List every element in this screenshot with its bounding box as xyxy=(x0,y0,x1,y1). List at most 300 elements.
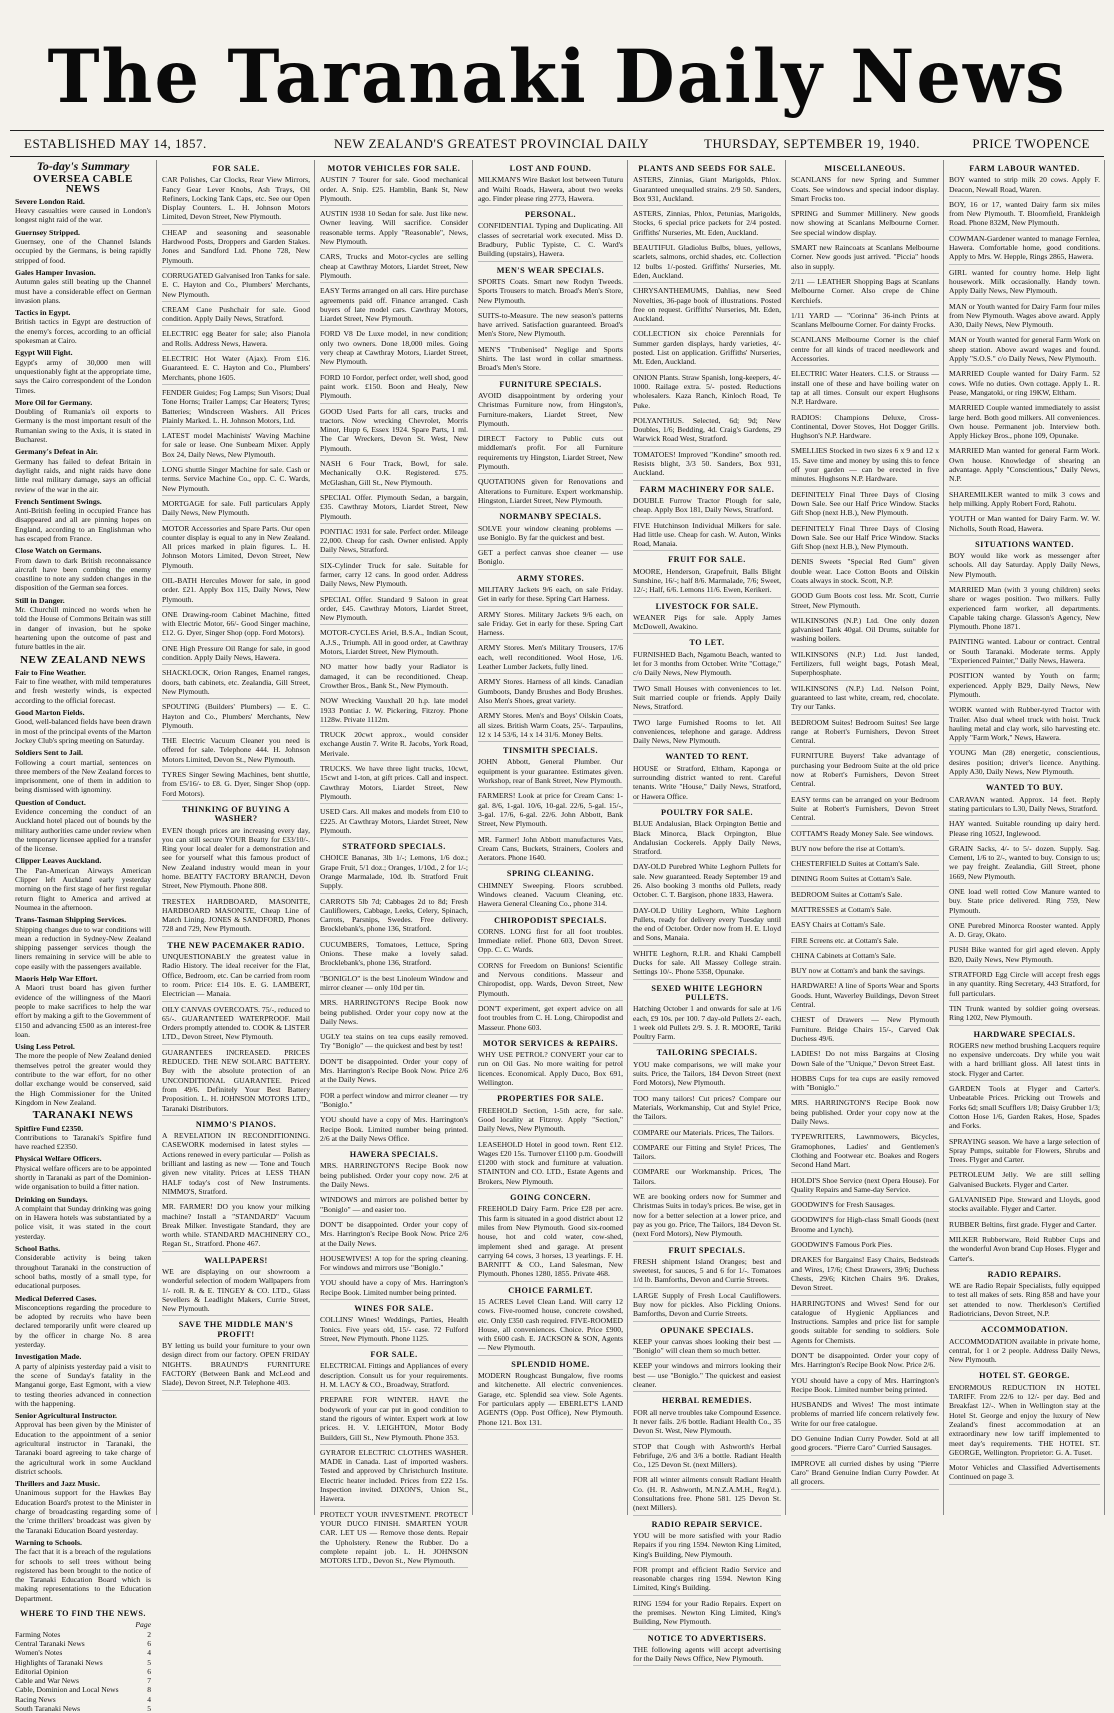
classified-ad xyxy=(320,1510,468,1569)
classified-ad xyxy=(949,514,1100,536)
ad-text: ONE High Pressure Oil Range for sale, in good condition. Apply Daily News, Hawera. xyxy=(162,643,310,663)
classified-ad xyxy=(949,637,1100,668)
classified-ad xyxy=(162,1048,310,1116)
classified-ad xyxy=(791,1200,939,1212)
classified-ad xyxy=(162,668,310,699)
classified-ad xyxy=(162,1267,310,1316)
classified-ad xyxy=(478,1004,623,1035)
ad-text: UGLY tea stains on tea cups easily removed. Try "Boniglo" — the quickest and best by test! xyxy=(320,1032,468,1051)
ad-text: FOR all winter ailments consult Radiant Health Co. (H. R. Ashworth, M.N.Z.A.M.H., Reg'd.). Consultations free. Phone 581. 125 Devon St. (next Millers). xyxy=(633,1475,781,1513)
classified-ad xyxy=(633,906,781,946)
section-heading: HOTEL ST. GEORGE. xyxy=(979,1371,1070,1381)
ad-text: NO matter how badly your Radiator is damaged, it can be reconditioned. Cheap. Crowther Bros., Bank St., New Plymouth. xyxy=(320,662,468,690)
ad-text: BEDROOM Suites at Cottam's Sale. xyxy=(791,889,903,899)
oversea-section-heading: OVERSEA CABLE NEWS xyxy=(33,173,133,195)
classified-ad xyxy=(949,1041,1100,1081)
classified-ad xyxy=(791,446,939,486)
ad-text: PAINTING wanted. Labour or contract. Central or South Taranaki. Moderate terms. Apply "Experienced Painter," Daily News, Hawera. xyxy=(949,637,1100,666)
taranaki-section-heading: TARANAKI NEWS xyxy=(32,1109,134,1122)
classified-ad xyxy=(478,757,623,788)
ad-text: YOU should have a copy of Mrs. Harrington's Recipe Book. Limited number being printed. xyxy=(791,1375,939,1394)
classified-ad xyxy=(791,1299,939,1348)
ad-text: BOY, 16 or 17, wanted Dairy farm six miles from New Plymouth. T. Bloomfield, Frankleigh Road. Phone 832M, New Plymouth. xyxy=(949,199,1100,228)
classified-ad xyxy=(162,576,310,607)
section-heading: NOTICE TO ADVERTISERS. xyxy=(647,1633,767,1643)
ad-text: HUSBANDS and Wives! The most intimate problems of married life concern relatively few. Write for our free catalogue. xyxy=(791,1400,939,1428)
ad-text: ARMY Stores. Harness of all kinds. Canadian Gumboots, Dandy Brushes and Body Brushes. Also Men's Shoes, great variety. xyxy=(478,677,623,705)
ad-text: YOU should have a copy of Mrs. Harrington's Recipe Book. Limited number being printed. 2/6 at the Daily News Office. xyxy=(320,1115,468,1143)
ad-text: POLYANTHUS. Selected, 6d; 9d; New Doubles, 1/6; Bedding, 4d. Craig's Gardens, 29 Warwick Road West, Stratford. xyxy=(633,415,781,444)
classified-ad xyxy=(949,1235,1100,1266)
summary-item-text: A party of alpinists yesterday paid a visit to the scene of Sunday's fatality in the Manganui gorge, East Egmont, with a view to testing theories advanced in connection with the happening. xyxy=(15,1361,151,1408)
ad-text: SIX-Cylinder Truck for sale. Suitable for farmer, carry 12 cans. In good order. Address Daily News, New Plymouth. xyxy=(320,560,468,589)
summary-item-text: The fact that it is a breach of the regulations for schools to sell trees without being registered has been brought to the notice of the Taranaki Education Board which is making representations to the Education Department. xyxy=(15,1547,151,1603)
classified-ad xyxy=(791,1400,939,1431)
classified-ad xyxy=(478,643,623,674)
index-name: South Taranaki News xyxy=(15,1704,81,1713)
classified-ad xyxy=(633,450,781,481)
classified-ad xyxy=(633,567,781,598)
classified-ad xyxy=(633,1257,781,1288)
classified-ad xyxy=(949,200,1100,231)
ad-text: CHRYSANTHEMUMS, Dahlias, new Seed Novelties, 36-page book of illustrations. Posted free on request. Griffiths' Nurseries, Mt. Eden, Auckland. xyxy=(633,286,781,324)
classified-ad xyxy=(162,1131,310,1199)
ad-text: CHEST of Drawers — New Plymouth Furniture. Bridge Chairs 15/-, Carved Oak Duchess 49/6. xyxy=(791,1015,939,1043)
classified-ad xyxy=(162,465,310,496)
summary-item-heading: Drinking on Sundays. xyxy=(15,1194,88,1204)
classified-ad xyxy=(478,585,623,607)
ad-text: A REVELATION IN RECONDITIONING. CASEWORK modernised in latest styles — Actions renewed in every particular — Polish as brilliant and lasting as new — Tone and Touch given new vitality. Prices at LESS THAN HALF today's cost of New Instruments. NIMMO'S, Stratford. xyxy=(162,1131,310,1196)
ad-text: CUCUMBERS, Tomatoes, Lettuce, Spring Onions. These make a lovely salad. Brocklebank's, phone 136, Stratford. xyxy=(320,939,468,968)
summary-item-heading: Trans-Tasman Shipping Services. xyxy=(15,915,127,925)
classified-ad xyxy=(162,736,310,767)
summary-item-text: Contributions to Taranaki's Spitfire fund have reached £2350. xyxy=(15,1132,151,1152)
classified-ad xyxy=(633,1060,781,1091)
classified-ad xyxy=(949,1337,1100,1368)
classified-ad xyxy=(633,1094,781,1125)
ad-text: WE are booking orders now for Summer and Christmas Suits in today's prices. Be wise, get in now for a better selection at a lower price, and pay as you go. Price, The Tailors, 184 Devon St. (next Ford Motors), New Plymouth. xyxy=(633,1192,781,1239)
ad-text: PUSH Bike wanted for girl aged eleven. Apply B20, Daily News, New Plymouth. xyxy=(949,945,1100,964)
section-heading: SITUATIONS WANTED. xyxy=(975,539,1074,549)
classified-ad xyxy=(162,499,310,521)
classified-ad xyxy=(791,1240,939,1252)
section-heading: SPLENDID HOME. xyxy=(511,1359,590,1369)
classified-ad xyxy=(320,1395,468,1444)
section-heading: PLANTS AND SEEDS FOR SALE. xyxy=(638,164,776,173)
summary-item-heading: Senior Agricultural Instructor. xyxy=(15,1411,118,1421)
ad-text: MILITARY Jackets 9/6 each, on sale Friday. Get in early for these. Spring Cart Harness. xyxy=(478,584,623,604)
ad-text: Motor Vehicles and Classified Advertisements Continued on page 3. xyxy=(949,1463,1100,1482)
classified-ad xyxy=(633,1337,781,1359)
ad-text: LEASEHOLD Hotel in good town. Rent £12. Wages £20 15s. Turnover £1100 p.m. Goodwill £1200 with stock and furniture at valuation. STAINTON and CO. LTD., Estate Agents and Brokers, New Plymouth. xyxy=(478,1139,623,1186)
ad-text: DOUBLE Furrow Tractor Plough for sale, cheap. Apply Box 181, Daily News, Stratford. xyxy=(633,495,781,515)
ad-text: TRUCKS. We have three light trucks, 10cwt, 15cwt and 1-ton, at gift prices. Call and inspect. Cawthray Motors, Liardet Street, New Plymouth. xyxy=(320,764,468,801)
ad-text: DRAKES for Bargains! Easy Chairs, Bedsteads and Wires, 17/6; Chest Drawers, 39/6; Duchess Chests, 29/6; Kitchen Chairs 9/6. Drakes, Devon Street. xyxy=(791,1255,939,1293)
masthead-rule-bottom xyxy=(10,156,1104,157)
ad-text: YOU should have a copy of Mrs. Harrington's Recipe Book. Limited number being printed. xyxy=(320,1278,468,1297)
ad-text: MARRIED Man wanted for general Farm Work. Own house. Knowledge of shearing an advantage. Apply "Conscientious," Daily News, N.P. xyxy=(949,446,1100,484)
oversea-news-list xyxy=(15,197,151,652)
ad-column-2 xyxy=(314,160,473,1566)
classified-ad xyxy=(633,1128,781,1140)
ad-text: DENIS Sweets "Special Red Gum" given double wear. Lace Cotton Boots and Oilskin Coats always in stock. Scott, N.P. xyxy=(791,557,939,585)
ad-text: COMPARE our Workmanship. Prices, The Tailors. xyxy=(633,1167,781,1186)
index-page: 7 xyxy=(147,1676,151,1686)
classified-ad xyxy=(633,1167,781,1189)
ad-text: CORNS. LONG first for all foot troubles. Immediate relief. Phone 603, Devon Street. Opp. C. C. Wards. xyxy=(478,926,623,955)
classified-ad xyxy=(478,345,623,376)
classified-ad xyxy=(791,1255,939,1295)
taranaki-news-list xyxy=(15,1124,151,1604)
classified-ad xyxy=(791,859,939,871)
ad-text: ONE Drawing-room Cabinet Machine, fitted with Electric Motor, 66/- Good Singer machine, £12. G. Dyer, Singer Shop (opp. Ford Motors). xyxy=(162,609,310,638)
ad-text: ELECTRIC egg Beater for sale; also Pianola and Rolls. Address News, Hawera. xyxy=(162,329,310,348)
ad-text: FOR all nerve troubles take Compound Essence. It never fails. 2/6 bottle. Radiant Health Co., 35 Devon St. West, New Plymouth. xyxy=(633,1407,781,1436)
classified-ad xyxy=(791,1132,939,1172)
summary-item-text: Doubling of Rumania's oil exports to Germany is the most important result of the Rumanian swing to the Axis, it is stated in Bucharest. xyxy=(15,407,151,445)
section-heading: WALLPAPERS! xyxy=(204,1255,268,1265)
classified-ad xyxy=(633,175,781,206)
classified-ad xyxy=(791,243,939,274)
ad-text: FORD 10 Fordor, perfect order, well shod, good paint work. £150. Boon and Healy, New Plymouth. xyxy=(320,372,468,401)
classified-ad xyxy=(478,1297,623,1356)
ad-text: SPRAYING season. We have a large selection of Spray Pumps, suitable for Flowers, Shrubs and Trees. Flyger and Carter. xyxy=(949,1136,1100,1165)
ad-text: COLLECTION six choice Perennials for Summer garden displays, hardy varieties, 4/- posted. List on application. Griffiths' Nurseries, Mt. Eden, Auckland. xyxy=(633,329,781,367)
section-heading: FOR SALE. xyxy=(212,164,260,173)
section-heading: FARM LABOUR WANTED. xyxy=(969,164,1080,173)
summary-item-heading: Thrillers and Jazz Music. xyxy=(15,1479,100,1489)
index-page: 4 xyxy=(147,1694,151,1704)
classified-ad xyxy=(320,209,468,249)
ad-text: SCANLANS for new Spring and Summer Coats. See windows and special indoor display. Smart Frocks too. xyxy=(791,175,939,203)
ad-text: CHESTERFIELD Suites at Cottam's Sale. xyxy=(791,859,920,869)
ad-text: FORD V8 De Luxe model, in new condition; only two owners. Done 18,000 miles. Going very cheap at Cawthray Motors, Liardet Street, New Plymouth. xyxy=(320,329,468,367)
ad-text: SMELLIES Stocked in two sizes 6 x 9 and 12 x 15. Save time and money by using this to fence off your garden — can be erected in five minutes. Hughsons N.P. Hardware. xyxy=(791,446,939,484)
classified-ad xyxy=(949,1195,1100,1217)
index-page: 5 xyxy=(147,1657,151,1667)
classified-ad xyxy=(949,795,1100,817)
ad-text: SPRING and Summer Millinery. New goods now showing at Scanlans Melbourne Corner. See special window display. xyxy=(791,209,939,237)
summary-item-heading: Egypt Will Fight. xyxy=(15,348,73,358)
ad-text: DAY-OLD Utility Leghorn, White Leghorn Pullets, ready for delivery every Tuesday until the end of October. Order now from H. E. Lloyd and Sons, Manaia. xyxy=(633,905,781,943)
section-heading: WANTED TO BUY. xyxy=(985,783,1064,793)
ad-text: LADIES! Do not miss Bargains at Closing Down Sale of the "Unique," Devon Street East. xyxy=(791,1049,939,1068)
ad-text: SPECIAL Offer. Standard 9 Saloon in great order, £45. Cawthray Motors, Liardet Street, New Plymouth. xyxy=(320,594,468,623)
classified-ad xyxy=(633,1192,781,1241)
classified-ad xyxy=(162,644,310,666)
ad-text: TOO many tailors! Cut prices? Compare our Materials, Workmanship, Cut and Style! Price, the Tailors. xyxy=(633,1093,781,1122)
classified-ad xyxy=(791,1074,939,1096)
ad-text: MRS. HARRINGTON'S Recipe Book now being published. Order your copy now at the Daily News. xyxy=(791,1098,939,1127)
ad-text: WILKINSONS (N.P.) Ltd. Just landed, Fertilizers, full weight bags, Potash Meal, Superphosphate. xyxy=(791,649,939,678)
classified-ad xyxy=(633,650,781,681)
summary-item-heading: Fair to Fine Weather. xyxy=(15,667,86,677)
classified-ad xyxy=(633,819,781,859)
section-heading: GOING CONCERN. xyxy=(510,1193,591,1203)
ad-text: PREPARE FOR WINTER. HAVE the bodywork of your car put in good condition to stand the rigours of winter. Expert work at low prices. H. V. LEIGHTON, Motor Body Builders, Gill St., New Plymouth. Phone 353. xyxy=(320,1395,468,1442)
classified-ad xyxy=(791,1434,939,1456)
index-name: Racing News xyxy=(15,1694,56,1704)
classified-ad xyxy=(633,1408,781,1439)
ad-text: GOOD Gum Boots cost less. Mr. Scott, Currie Street, New Plymouth. xyxy=(791,591,939,610)
summary-item-heading: School Baths. xyxy=(15,1244,61,1254)
classified-ad xyxy=(791,951,939,963)
classified-ad xyxy=(162,175,310,224)
index-page: 5 xyxy=(147,1704,151,1713)
section-heading: HARDWARE SPECIALS. xyxy=(973,1029,1076,1039)
section-heading: TINSMITH SPECIALS. xyxy=(503,746,598,756)
ad-text: SCANLANS Melbourne Corner is the chief centre for all kinds of traced needlework and Accessories. xyxy=(791,335,939,364)
ad-text: DAY-OLD Purebred White Leghorn Pullets for sale. New guaranteed. Ready September 19 and 26. Also booking 3 months old Pullets, ready October. C. T. Bargison, phone 1833, Hawera. xyxy=(633,862,781,900)
classified-ad xyxy=(320,527,468,558)
ad-text: SMART new Raincoats at Scanlans Melbourne Corner. New goods just arrived. "Piccia" hoods also in supply. xyxy=(791,243,939,271)
classified-ad xyxy=(633,684,781,715)
classified-ad xyxy=(162,271,310,302)
classified-ad xyxy=(478,524,623,546)
ad-text: SPECIAL Offer. Plymouth Sedan, a bargain, £35. Cawthray Motors, Liardet Street, New Plymouth. xyxy=(320,492,468,521)
classified-ad xyxy=(162,826,310,894)
classified-ad xyxy=(320,1195,468,1217)
section-heading: THINKING OF BUYING A WASHER? xyxy=(181,804,291,824)
summary-item-text: Egypt's army of 30,000 men will unquestionably fight at the appropriate time, says the Cairo correspondent of the London Times. xyxy=(15,357,151,395)
ad-text: MAN or Youth wanted for Dairy Farm four miles from New Plymouth. Wages above award. Apply A30, Daily News, New Plymouth. xyxy=(949,301,1100,330)
ad-text: COMPARE our Materials. Prices, The Tailors. xyxy=(633,1127,775,1137)
section-heading: HAWERA SPECIALS. xyxy=(349,1150,439,1160)
classified-ad xyxy=(320,286,468,326)
classified-ad xyxy=(478,477,623,508)
ad-text: DO Genuine Indian Curry Powder. Sold at all good grocers. "Pierre Caro" Curried Sausages. xyxy=(791,1434,939,1453)
summary-item-text: Approval has been given by the Minister of Education to the appointment of a senior agricultural instructor in Taranaki, the Taranaki board agreeing to take charge of the agricultural work in some Auckland district schools. xyxy=(15,1420,151,1476)
established-text: ESTABLISHED MAY 14, 1857. xyxy=(24,136,207,151)
ad-text: FRESH shipment Island Oranges; best and sweetest, for sauces, 5 and 6 for 1/-. Tomatoes 1/d lb. Bamforths, Devon and Currie Streets. xyxy=(633,1256,781,1285)
ad-text: HARDWARE! A line of Sports Wear and Sports Goods. Hunt, Waverley Buildings, Devon Street Central. xyxy=(791,981,939,1010)
summary-item-heading: Question of Conduct. xyxy=(15,797,86,807)
ad-text: HOBBS Cups for tea cups are easily removed with "Boniglo." xyxy=(791,1073,939,1093)
ad-text: EVEN though prices are increasing every day, you can still secure YOUR Beatty for £33/10/-. Ring your local dealer for a demonstration and see for yourself what this famous product of New Zealand industry would mean in your home. BEATTY FACTORY BRANCH, Devon Street, New Plymouth. Phone 808. xyxy=(162,825,310,891)
section-heading: PERSONAL. xyxy=(524,210,577,220)
ad-text: CORNS for Freedom on Bunions! Scientific and Nervous conditions. Masseur and Chiropodist, opp. Wards, Devon Street, New Plymouth. xyxy=(478,960,623,998)
classified-ad xyxy=(633,521,781,552)
ad-text: DON'T be disappointed. Order your copy of Mrs. Harrington's Recipe Book Now. Price 2/6 at the Daily News. xyxy=(320,1056,468,1085)
classified-ad xyxy=(791,1351,939,1373)
classified-ad xyxy=(949,671,1100,702)
classified-ad xyxy=(478,835,623,866)
ad-text: YOUTH or Man wanted for Dairy Farm. W. W. Nicholls, South Road, Hawera. xyxy=(949,514,1100,533)
ad-text: SHAREMILKER wanted to milk 3 cows and help milking. Apply Robert Ford, Rahotu. xyxy=(949,489,1100,508)
classified-ad xyxy=(478,1106,623,1137)
ad-text: DON'T experiment, get expert advice on all foot troubles from C. H. Long, Chiropodist and Masseur. Phone 603. xyxy=(478,1003,623,1032)
ad-text: ARMY Stores. Men's and Boys' Oilskin Coats, all sizes. British Warm Coats, 25/-. Tarpaulins, 12 x 14 53/6, 14 x 14 31/6. Money Belts. xyxy=(478,711,623,739)
index-name: Highlights of Taranaki News xyxy=(15,1657,103,1667)
classified-ad xyxy=(791,311,939,333)
section-heading: WANTED TO RENT. xyxy=(665,752,749,762)
classified-ad xyxy=(633,1475,781,1515)
classified-ad xyxy=(320,1315,468,1346)
ad-text: ARMY Stores. Military Jackets 9/6 each, on sale Friday. Get in early for these. Spring Cart Harness. xyxy=(478,609,623,638)
classified-ad xyxy=(320,1220,468,1251)
ad-text: AUSTIN 7 Tourer for sale. Good mechanical order. A. Snip. £25. Hamblin, Bank St, New Plymouth. xyxy=(320,175,468,203)
index-name: Cable and War News xyxy=(15,1676,79,1686)
classified-ad xyxy=(478,311,623,342)
classified-ad xyxy=(949,1220,1100,1232)
ad-text: FIRE Screens etc. at Cottam's Sale. xyxy=(791,935,899,945)
classified-ad xyxy=(162,329,310,351)
ad-text: SPORTS Coats. Smart new Rodyn Tweeds. Sports Trousers to match. Broad's Men's Store, New Plymouth. xyxy=(478,276,623,305)
ad-text: ROGERS new method brushing Lacquers require no expensive undercoats. Dry while you wait with a hard brilliant gloss. All latest tints in stock. Flyger and Carter. xyxy=(949,1040,1100,1078)
section-heading: PROPERTIES FOR SALE. xyxy=(497,1094,604,1104)
classified-ad xyxy=(162,228,310,268)
summary-item-text: Physical welfare officers are to be appointed shortly in Taranaki as part of the Dominion-wide organisation to build a fitter nation. xyxy=(15,1163,151,1192)
section-heading: TO LET. xyxy=(689,638,725,648)
classified-ad xyxy=(478,1204,623,1281)
ad-text: FENDER Guides; Fog Lamps; Sun Visors; Dual Tone Horns; Trailer Lamps; Car Heaters; Tyres; Batteries; Windscreen Washers. All Prices Plainly Marked. L. H. Johnson Motors, Ltd. xyxy=(162,387,310,425)
ad-column-1 xyxy=(156,160,315,1515)
ad-text: CREAM Cane Pushchair for sale. Good condition. Apply Daily News, Stratford. xyxy=(162,304,310,324)
ad-text: DEFINITELY Final Three Days of Closing Down Sale. See our Half Price Window. Stacks Gift Shop (next H.B.), New Plymouth. xyxy=(791,489,939,518)
summary-item-text: Germany has failed to defeat Britain in daylight raids, and night raids have done little real military damage, says an official review of the war in the air. xyxy=(15,456,151,494)
classified-ad xyxy=(791,277,939,308)
classified-ad xyxy=(949,819,1100,841)
ad-text: CHIMNEY Sweeping. Floors scrubbed. Windows cleaned. Vacuum Cleaning, etc. Hawera General Cleaning Co., phone 314. xyxy=(478,880,623,909)
ad-text: UNQUESTIONABLY the greatest value in Radio History. The ideal receiver for the Flat, Office, Bedroom, etc. Can be carried from room to room. Price: £14 10s. E. G. LAMBERT, Electrician — Manaia. xyxy=(162,952,310,999)
classified-ad xyxy=(320,1278,468,1300)
index-page: 8 xyxy=(147,1685,151,1695)
classified-ad xyxy=(478,791,623,831)
ad-text: POSITION wanted by Youth on farm; experienced. Apply B29, Daily News, New Plymouth. xyxy=(949,671,1100,699)
classified-ad xyxy=(949,887,1100,918)
ad-text: GOODWIN'S for High-class Small Goods (next Broome and Lynch). xyxy=(791,1215,939,1234)
classified-ad xyxy=(320,561,468,592)
classified-ad xyxy=(478,548,623,570)
motto-text: NEW ZEALAND'S GREATEST PROVINCIAL DAILY xyxy=(334,136,649,151)
ad-text: ONION Plants. Straw Spanish, long-keepers, 4/- 1000. Railage extra. 5/- posted. Reductions wholesalers. Kaza Ranch, Kinloch Road, Te Puke. xyxy=(633,372,781,410)
ad-text: FREEHOLD Section, 1-5th acre, for sale. Good locality at Fitzroy. Apply "Section," Daily News, New Plymouth. xyxy=(478,1105,623,1134)
classified-ad xyxy=(320,764,468,804)
summary-item-text: A complaint that Sunday drinking was going on in Hawera hotels was substantiated by a police visit, it was stated in the court yesterday. xyxy=(15,1203,151,1241)
ad-text: MOORE, Henderson, Grapefruit, Balls Blight Sunshine, 16/-; half 8/6. Marmalade, 7/6; Sweet, 12/-; Half, 6/6. Lemons 11/6. Ewen, Kerikeri. xyxy=(633,566,781,595)
ad-text: FIVE Hutchinson Individual Milkers for sale. Had little use. Cheap for cash. W. Auton, Winks Road, Manaia. xyxy=(633,520,781,549)
summary-item-heading: Spitfire Fund £2350. xyxy=(15,1123,84,1133)
ad-text: SPOUTING (Builders' Plumbers) — E. C. Hayton and Co., Plumbers' Merchants, New Plymouth. xyxy=(162,702,310,730)
section-heading: MEN'S WEAR SPECIALS. xyxy=(496,265,605,275)
summary-item-heading: Tactics in Egypt. xyxy=(15,308,71,318)
section-heading: NIMMO'S PIANOS. xyxy=(195,1119,277,1129)
summary-item-text: Following a court martial, sentences on three members of the New Zealand forces to imprisonment, one of them in addition to being dismissed with ignominy. xyxy=(15,757,151,795)
ad-column-6 xyxy=(943,160,1105,1515)
summary-item-text: Misconceptions regarding the procedure to be adopted by recruits who have been declared temporarily unfit were cleared up by the officer in charge No. 8 area yesterday. xyxy=(15,1302,151,1350)
ad-text: ELECTRICAL Fittings and Appliances of every description. Consult us for your requirements. H. M. LACY & CO., Broadway, Stratford. xyxy=(320,1361,468,1390)
classified-ad xyxy=(949,585,1100,634)
ad-text: DINING Room Suites at Cottam's Sale. xyxy=(791,874,912,884)
index-page: 6 xyxy=(147,1666,151,1676)
section-heading: HERBAL REMEDIES. xyxy=(662,1396,752,1406)
classified-ad xyxy=(478,175,623,206)
ad-text: TIN Trunk wanted by soldier going overseas. Ring 1202, New Plymouth. xyxy=(949,1003,1100,1023)
ad-text: WE are Radio Repair Specialists, fully equipped to test all makes of sets. Ring 858 and have your set attended to now. Therkleson's Certified Radiotricians, Devon Street, N.P. xyxy=(949,1281,1100,1318)
classified-ad xyxy=(320,175,468,206)
ad-text: HOUSEWIVES! A top for the spring cleaning. For windows and mirrors use "Boniglo." xyxy=(320,1253,468,1273)
classified-ad xyxy=(791,966,939,978)
ad-text: MARRIED Man (with 3 young children) seeks share or wages position. Two milkers. Fully experienced farm worker, all departments. Capable taking charge. Glasson's Agency, New Plymouth. Phone 1871. xyxy=(949,584,1100,632)
section-heading: LIVESTOCK FOR SALE. xyxy=(655,601,759,611)
classified-ad xyxy=(633,1442,781,1473)
classified-ad xyxy=(320,998,468,1029)
masthead xyxy=(0,0,1114,121)
ad-text: 1/11 YARD — "Corinna" 36-inch Prints at Scanlans Melbourne Corner. For dainty Frocks. xyxy=(791,310,939,330)
ad-text: BOY wanted to strip milk 20 cows. Apply F. Deacon, Newall Road, Waren. xyxy=(949,175,1100,194)
summary-item-text: Heavy casualties were caused in London's longest night raid of the war. xyxy=(15,206,151,225)
ad-text: TOMATOES! Improved "Kondine" smooth red. Resists blight, 3/3 50. Sanders, Box 931, Auckland. xyxy=(633,449,781,478)
ad-text: "BONIGLO" is the best Linoleum Window and mirror cleaner — only 10d per tin. xyxy=(320,973,468,992)
section-heading: POULTRY FOR SALE. xyxy=(661,807,753,817)
classified-ad xyxy=(791,718,939,749)
columns-area xyxy=(10,159,1104,1713)
ad-text: MARRIED Couple wanted immediately to assist large herd. Both good milkers. All conveniences. Own house. Permanent job. Interview both. Apply Hickey Bros., phone 109, Opunake. xyxy=(949,403,1100,441)
ad-text: GYRATOR ELECTRIC CLOTHES WASHER. MADE in Canada. Last of imported washers. Tested and approved by Christchurch Institute. Electric heater included. Prices from £22 15s. Inspection invited. DIXON'S, Union St., Hawera. xyxy=(320,1447,468,1504)
classified-ad xyxy=(478,221,623,261)
ad-text: SHACKLOCK, Orion Ranges, Enamel ranges, doors, bath cabinets, etc. Zealandia, Gill Street, New Plymouth. xyxy=(162,668,310,696)
classified-ad xyxy=(791,874,939,886)
section-heading: MOTOR SERVICES & REPAIRS. xyxy=(482,1038,619,1048)
classified-ad xyxy=(791,413,939,444)
classified-ad xyxy=(478,1140,623,1189)
summary-item-heading: Close Watch on Germans. xyxy=(15,546,102,556)
classified-ad xyxy=(949,335,1100,366)
ad-text: CORRUGATED Galvanised Iron Tanks for sale. E. C. Hayton and Co., Plumbers' Merchants, New Plymouth. xyxy=(162,270,310,299)
summary-item-heading: Warning to Schools. xyxy=(15,1537,82,1547)
summary-item-heading: Maoris Help War Effort. xyxy=(15,974,98,984)
classified-ad xyxy=(162,1005,310,1045)
classified-ad xyxy=(791,1015,939,1046)
ad-text: HAY wanted. Suitable rounding up dairy herd. Please ring 1052J, Inglewood. xyxy=(949,819,1100,838)
ad-column-3 xyxy=(472,160,628,1515)
ad-text: THE Electric Vacuum Cleaner you need is offered for sale. Telephone 444. H. Johnson Motors Limited, Devon St., New Plymouth. xyxy=(162,736,310,764)
ad-text: MORTGAGE for sale. Full particulars Apply Daily News, New Plymouth. xyxy=(162,498,310,518)
section-heading: FARM MACHINERY FOR SALE. xyxy=(639,484,775,494)
section-heading: STRATFORD SPECIALS. xyxy=(342,842,446,852)
ad-text: GARDEN Tools at Flyger and Carter's. Unbeatable Prices. Pricking out Trowels and Forks 6d; small Scufflers 1/8; Daisy Grubber 1/3; Cotton Hose 1/6, Garden Rakes, Hose, Spades and Forks. xyxy=(949,1084,1100,1131)
classified-ad xyxy=(949,705,1100,745)
ad-text: SOLVE your window cleaning problems — use Boniglo. By far the quickest and best. xyxy=(478,523,623,542)
ad-text: EASY terms can be arranged on your Bedroom Suite at Robert's Furnishers, Devon Street Central. xyxy=(791,794,939,823)
classified-ad xyxy=(320,1254,468,1276)
index-row xyxy=(15,1676,151,1685)
classified-ad xyxy=(633,613,781,635)
classified-ad xyxy=(478,1050,623,1090)
ad-text: ASTERS, Zinnias, Phlox, Petunias, Marigolds, Stocks, 6 special price packets for 2/4 posted. Griffiths' Nurseries, Mt. Eden, Auckland. xyxy=(633,209,781,237)
ad-text: RING 1594 for your Radio Repairs. Expert on the premises. Newton King Limited, King's Building, New Plymouth. xyxy=(633,1598,781,1627)
summary-item-heading: Clipper Leaves Auckland. xyxy=(15,856,102,866)
index-name: Cable, Dominion and Local News xyxy=(15,1685,119,1695)
ad-text: TYRES Singer Sewing Machines, bent shuttle, from £5/16/- to £8. G. Dyer, Singer Shop (opp. Ford Motors). xyxy=(162,770,310,798)
summary-item-text: From dawn to dark British reconnaissance aircraft have been combing the enemy coastline to note any sudden changes in the disposition of the German sea forces. xyxy=(15,555,151,593)
classified-ad xyxy=(633,1143,781,1165)
ad-text: COWMAN-Gardener wanted to manage Fernlea, Hawera. Comfortable home, good conditions. Apply to Mrs. W. Hepple, Rings 2865, Hawera. xyxy=(949,233,1100,262)
classified-ad xyxy=(320,252,468,283)
ad-text: MAN or Youth wanted for general Farm Work on sheep station. Above award wages and found. Apply "S.O.S." c/o Daily News, New Plymouth. xyxy=(949,335,1100,364)
ad-text: MRS. HARRINGTON'S Recipe Book now being published. Order your copy now at the Daily News. xyxy=(320,998,468,1026)
summary-item-text: Shipping changes due to war conditions will mean a reduction in Sydney-New Zealand shipping passenger services though the liners remaining in service will be able to cope easily with the passengers available. xyxy=(15,924,151,971)
ad-text: CONFIDENTIAL Typing and Duplicating. All classes of secretarial work executed. Miss D. Bradbury, Public Typiste, C. C. Ward's Building (upstairs), Hawera. xyxy=(478,221,623,259)
index-row xyxy=(15,1630,151,1639)
ad-text: WILKINSONS (N.P.) Ltd. One only dozen galvanised Tank 40gal. Oil Drums, suitable for washing boilers. xyxy=(791,615,939,644)
ad-text: ASTERS, Zinnias, Giant Marigolds, Phlox. Guaranteed unequalled strains. 2/9 50. Sanders, Box 931, Auckland. xyxy=(633,175,781,203)
classified-ad xyxy=(478,927,623,958)
classified-ad xyxy=(949,748,1100,779)
classified-ad xyxy=(791,981,939,1012)
ad-text: BY letting us build your furniture to your own design direct from our factory. OPEN FRIDAY NIGHTS. BRAUND'S FURNITURE FACTORY (Between Bank and McLeod and Slade), Devon Street, N.P. Telephone 403. xyxy=(162,1341,310,1388)
ad-text: HARRINGTONS and Wives! Send for our catalogue of Hygienic Appliances and Instructions. Samples and price list for sample goods suitable for sending to soldiers. Sole Agents for Chemists. xyxy=(791,1298,939,1345)
